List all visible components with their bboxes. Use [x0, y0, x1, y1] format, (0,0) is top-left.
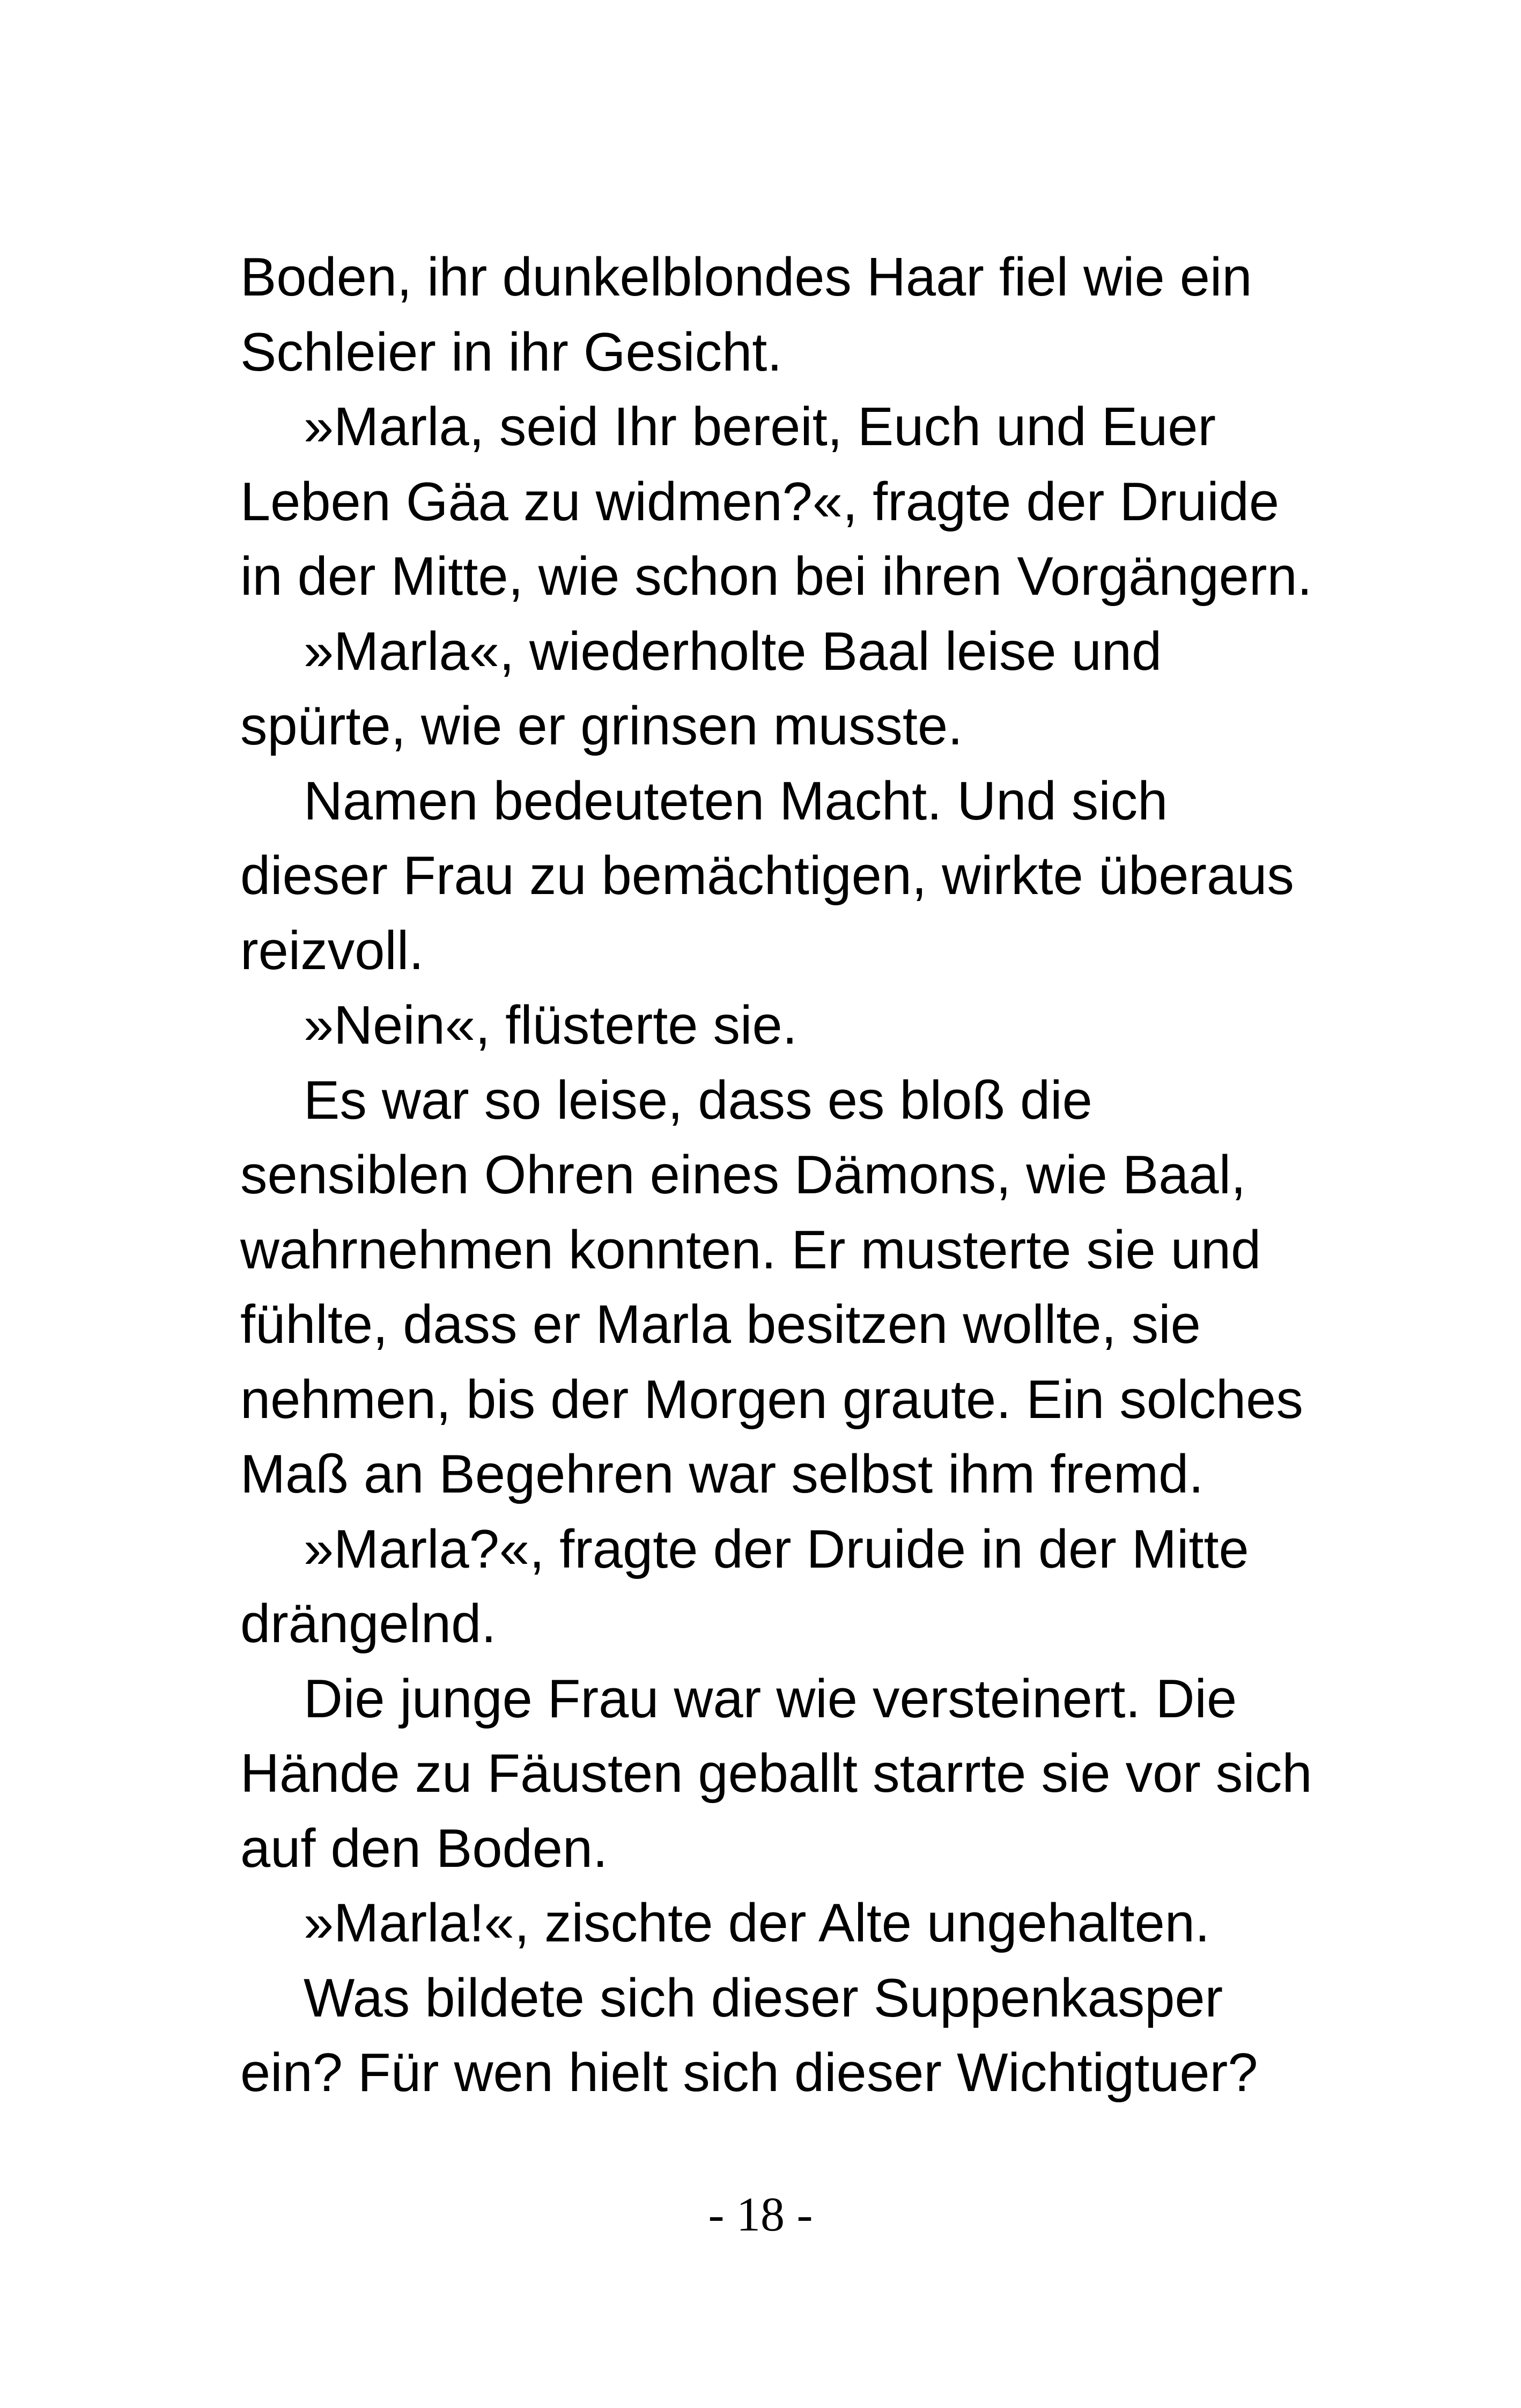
text-line: sensiblen Ohren eines Dämons, wie Baal, — [240, 1145, 1246, 1205]
text-line: Es war so leise, dass es bloß die — [304, 1070, 1092, 1131]
text-line: »Marla, seid Ihr bereit, Euch und Euer — [304, 397, 1216, 457]
text-line: »Marla«, wiederholte Baal leise und — [304, 621, 1162, 682]
text-line: drängelnd. — [240, 1594, 497, 1654]
text-line: Schleier in ihr Gesicht. — [240, 322, 782, 382]
text-line: »Nein«, flüsterte sie. — [304, 995, 798, 1055]
text-line: Hände zu Fäusten geballt starrte sie vor sich — [240, 1744, 1312, 1804]
text-line: Maß an Begehren war selbst ihm fremd. — [240, 1444, 1204, 1504]
text-line: dieser Frau zu bemächtigen, wirkte überaus — [240, 846, 1294, 906]
page-number: - 18 - — [708, 2188, 813, 2241]
text-line: Boden, ihr dunkelblondes Haar fiel wie ein — [240, 247, 1252, 307]
text-line: auf den Boden. — [240, 1818, 608, 1879]
text-line: nehmen, bis der Morgen graute. Ein solches — [240, 1369, 1303, 1430]
text-line: spürte, wie er grinsen musste. — [240, 696, 963, 756]
text-line: Die junge Frau war wie versteinert. Die — [304, 1668, 1237, 1729]
body-text — [240, 240, 1313, 2111]
text-line: fühlte, dass er Marla besitzen wollte, sie — [240, 1295, 1201, 1355]
text-line: reizvoll. — [240, 920, 424, 981]
text-line: in der Mitte, wie schon bei ihren Vorgängern. — [240, 546, 1312, 607]
text-line: Namen bedeuteten Macht. Und sich — [304, 771, 1168, 831]
text-line: Was bildete sich dieser Suppenkasper — [304, 1968, 1223, 2028]
text-line: »Marla?«, fragte der Druide in der Mitte — [304, 1519, 1249, 1579]
text-line: Leben Gäa zu widmen?«, fragte der Druide — [240, 471, 1280, 532]
text-line: wahrnehmen konnten. Er musterte sie und — [240, 1220, 1261, 1280]
text-line: »Marla!«, zischte der Alte ungehalten. — [304, 1893, 1210, 1953]
text-line: ein? Für wen hielt sich dieser Wichtigtuer? — [240, 2043, 1258, 2103]
